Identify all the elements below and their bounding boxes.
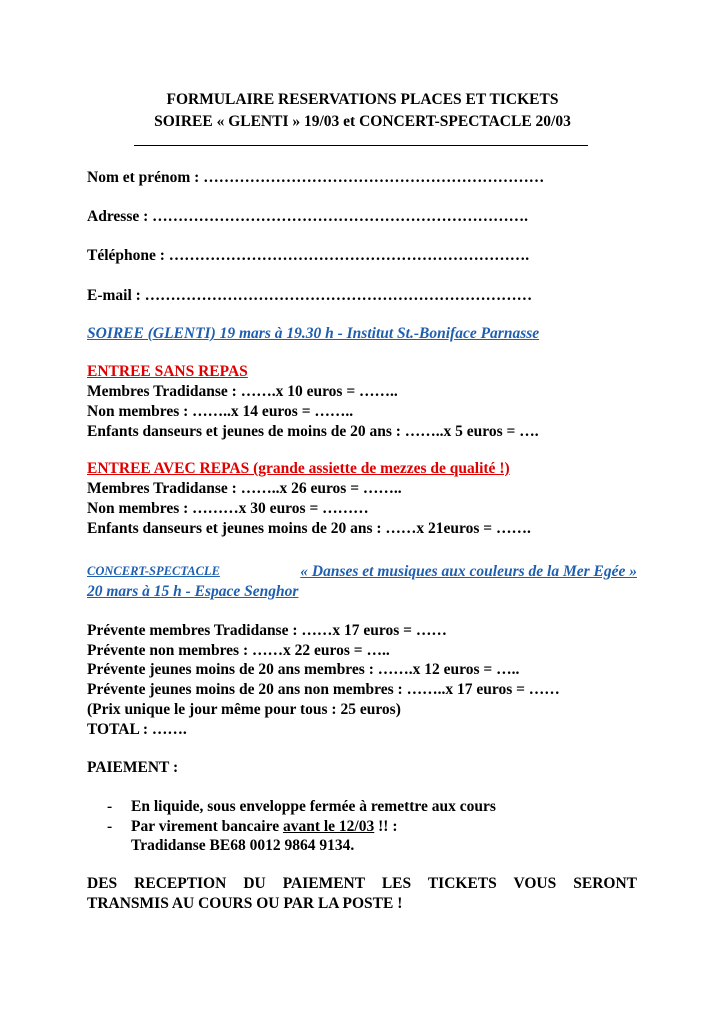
title-divider [134,145,588,146]
concert-line: Prévente membres Tradidanse : ……x 17 euros = …… [87,622,447,639]
sans-repas-line: Enfants danseurs et jeunes de moins de 20 ans : ……..x 5 euros = …. [87,423,539,440]
concert-heading-date: 20 mars à 15 h - Espace Senghor [87,583,299,600]
phone-field[interactable]: Téléphone : ……………………………………………………………. [87,247,530,264]
avec-repas-heading [87,459,510,478]
payment-bullet: - [107,798,113,815]
concert-total: TOTAL : ……. [87,721,187,738]
concert-line: Prévente non membres : ……x 22 euros = ….. [87,642,390,659]
concert-heading-line2 [87,582,298,601]
bank-account: Tradidanse BE68 0012 9864 9134. [131,837,355,854]
payment-transfer-text: Par virement bancaire [131,818,283,835]
footer-line1-text: DES RECEPTION DU PAIEMENT LES TICKETS VOUS SERONT [87,875,637,892]
payment-deadline: avant le 12/03 [282,818,375,835]
concert-line: Prévente jeunes moins de 20 ans membres : …….x 12 euros = ….. [87,661,520,678]
footer-line1 [87,874,637,893]
payment-item-transfer [131,817,398,836]
avec-repas-heading-text: ENTREE AVEC REPAS (grande assiette de mezzes de qualité !) [87,460,510,477]
soiree-heading-text: SOIREE (GLENTI) 19 mars à 19.30 h - Institut St.-Boniface Parnasse [87,325,540,342]
sans-repas-heading-text: ENTREE SANS REPAS [87,363,248,380]
payment-item-cash: En liquide, sous enveloppe fermée à remettre aux cours [131,798,496,815]
page-title-line1: FORMULAIRE RESERVATIONS PLACES ET TICKETS [166,91,559,108]
email-field[interactable]: E-mail : ………………………………………………………………… [87,287,533,304]
concert-heading-title: « Danses et musiques aux couleurs de la Mer Egée » [300,563,637,580]
avec-repas-line: Membres Tradidanse : ……..x 26 euros = …….. [87,480,402,497]
payment-heading: PAIEMENT : [87,759,179,776]
soiree-heading [87,324,539,343]
page-title-line2: SOIREE « GLENTI » 19/03 et CONCERT-SPECTACLE 20/03 [154,113,571,130]
name-field[interactable]: Nom et prénom : ………………………………………………………… [87,169,545,186]
avec-repas-line: Non membres : ………x 30 euros = ……… [87,500,369,517]
sans-repas-heading [87,362,248,381]
address-field[interactable]: Adresse : ………………………………………………………………. [87,208,529,225]
payment-transfer-suffix: !! : [374,818,398,835]
footer-line2: TRANSMIS AU COURS OU PAR LA POSTE ! [87,895,403,912]
avec-repas-line: Enfants danseurs et jeunes moins de 20 ans : ……x 21euros = ……. [87,520,531,537]
concert-line: Prévente jeunes moins de 20 ans non membres : ……..x 17 euros = …… [87,681,560,698]
sans-repas-line: Non membres : ……..x 14 euros = …….. [87,403,354,420]
concert-heading-prefix: CONCERT-SPECTACLE [87,564,220,578]
concert-line: (Prix unique le jour même pour tous : 25 euros) [87,701,401,718]
sans-repas-line: Membres Tradidanse : …….x 10 euros = …….. [87,383,398,400]
concert-heading-line1 [87,562,637,581]
payment-bullet: - [107,818,113,835]
